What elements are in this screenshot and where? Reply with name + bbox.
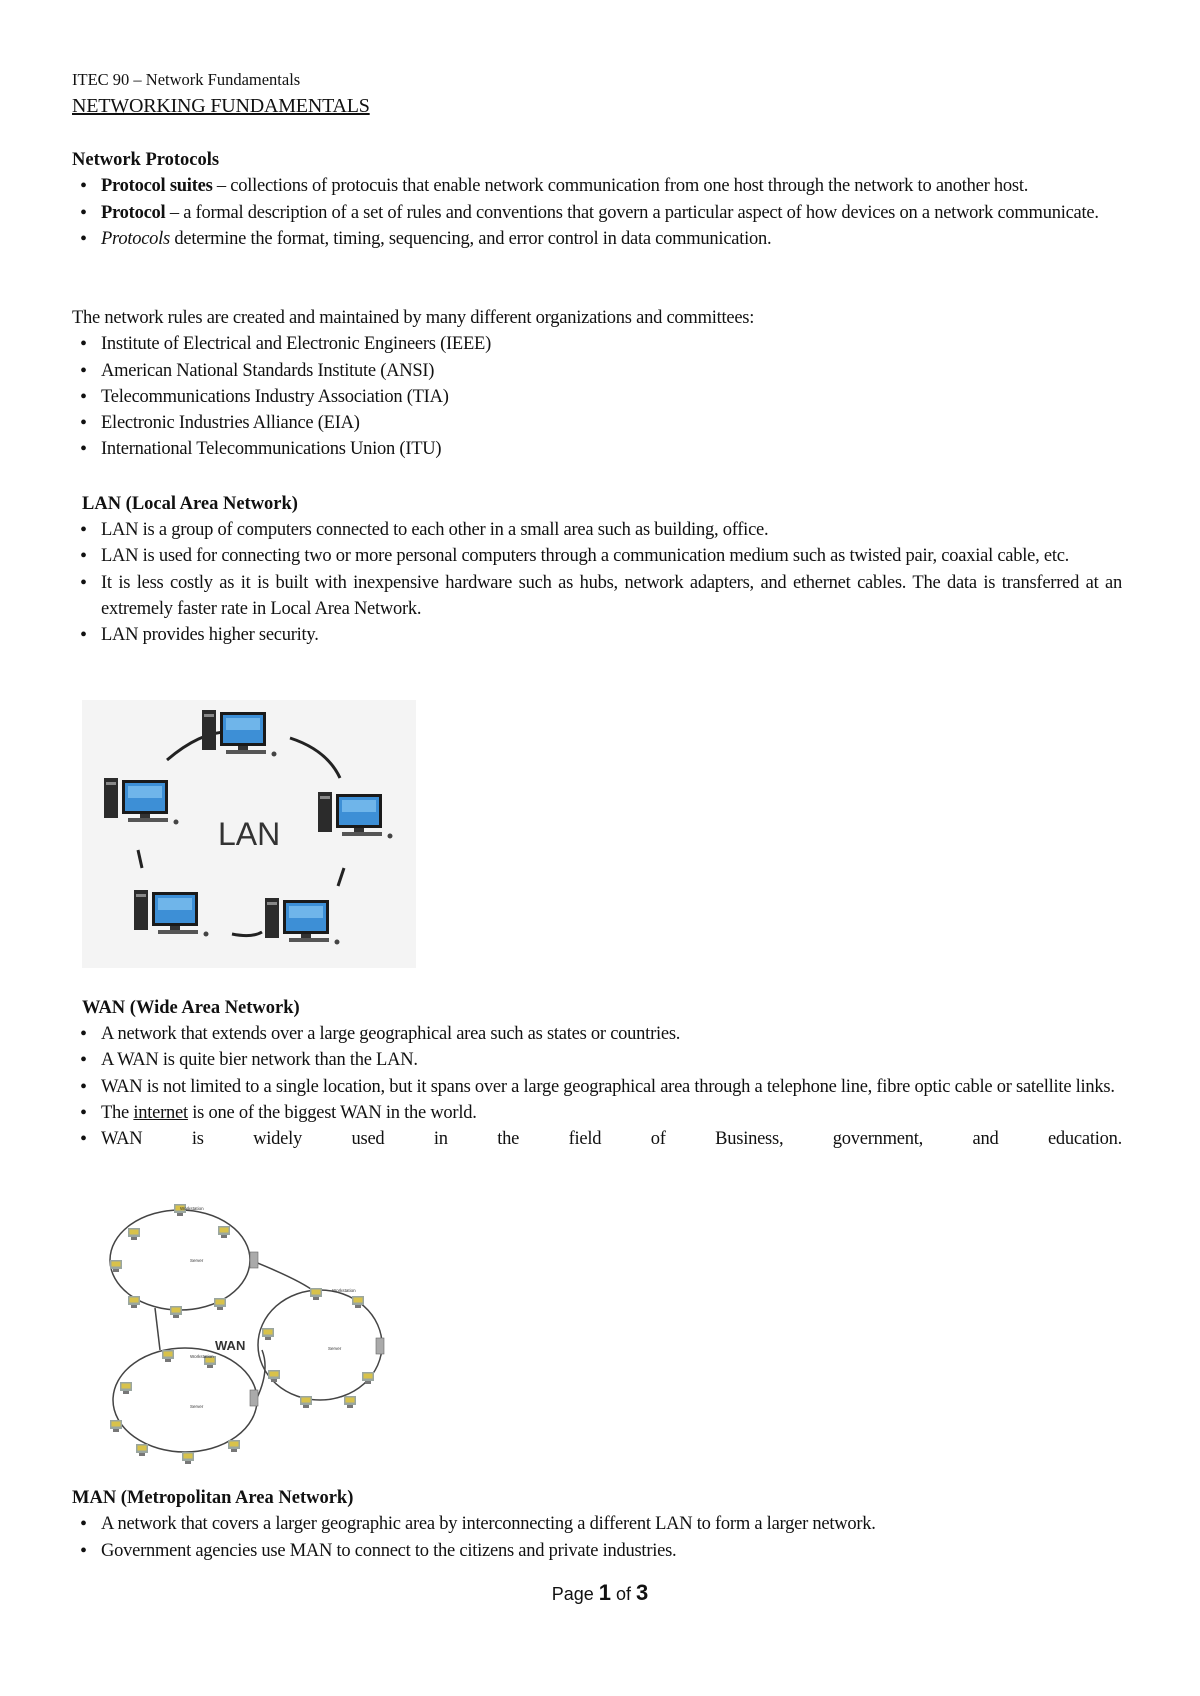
wan-section [82, 995, 1122, 1021]
list-item: • It is less costly as it is built with inexpensive hardware such as hubs, network adapters, and ethernet cables. The data is transferred at an extremely faster rate in Local Area Network. [72, 570, 1122, 623]
workstation-label: Workstation [190, 1354, 214, 1359]
list-item: • Government agencies use MAN to connect to the citizens and private industries. [72, 1538, 1122, 1564]
lan-diagram [82, 700, 416, 968]
lan-list-wrap [72, 517, 1122, 648]
server-label: Server [328, 1346, 342, 1351]
wan-diagram [100, 1200, 412, 1470]
wan-list-wrap [72, 1021, 1122, 1152]
wan-diagram-svg [100, 1200, 412, 1470]
organizations-intro: The network rules are created and maintained by many different organizations and committees: [72, 308, 755, 328]
current-page: 1 [598, 1580, 611, 1605]
list-item [72, 173, 1122, 199]
man-heading: MAN (Metropolitan Area Network) [72, 1488, 354, 1508]
list-item: • Electronic Industries Alliance (EIA) [72, 410, 1122, 436]
lan-section [82, 491, 1122, 517]
wan-heading: WAN (Wide Area Network) [82, 998, 300, 1018]
list-item: • A network that extends over a large geographical area such as states or countries. [72, 1021, 1122, 1047]
list-item: • LAN is used for connecting two or more personal computers through a communication medium such as twisted pair, coaxial cable, etc. [72, 543, 1122, 569]
lan-figure-label: LAN [218, 816, 281, 852]
page-title: NETWORKING FUNDAMENTALS [72, 95, 370, 117]
computer-icon [134, 890, 209, 937]
list-item: • Telecommunications Industry Association (TIA) [72, 384, 1122, 410]
lan-list [72, 517, 1122, 648]
internet-link[interactable]: internet [133, 1102, 188, 1123]
lan-diagram-svg [82, 700, 416, 968]
text: is one of the biggest WAN in the world. [187, 1102, 477, 1123]
course-header: ITEC 90 – Network Fundamentals [72, 70, 301, 89]
definition: – collections of protocuis that enable network communication from one host through the network to another host. [212, 176, 1029, 197]
list-item: • LAN provides higher security. [72, 622, 1122, 648]
definition: determine the format, timing, sequencing, and error control in data communication. [170, 228, 772, 249]
computer-icon [318, 792, 393, 839]
page-footer [0, 1580, 1200, 1606]
server-label: Server [190, 1258, 204, 1263]
term: Protocols [101, 228, 171, 249]
term: Protocol suites [101, 176, 213, 197]
protocols-list [72, 173, 1122, 252]
total-pages: 3 [636, 1580, 649, 1605]
list-item: • American National Standards Institute (ANSI) [72, 358, 1122, 384]
list-item: • Institute of Electrical and Electronic Engineers (IEEE) [72, 331, 1122, 357]
list-item: • LAN is a group of computers connected to each other in a small area such as building, office. [72, 517, 1122, 543]
organizations-section [72, 305, 1122, 463]
term: Protocol [101, 202, 166, 223]
definition: – a formal description of a set of rules and conventions that govern a particular aspect of how devices on a network communicate. [165, 202, 1099, 223]
server-label: Server [190, 1404, 204, 1409]
list-item: • WAN is not limited to a single location, but it spans over a large geographical area through a telephone line, fibre optic cable or satellite links. [72, 1074, 1122, 1100]
list-item [72, 1100, 1122, 1126]
protocols-heading: Network Protocols [72, 150, 220, 170]
list-item: • A WAN is quite bier network than the LAN. [72, 1047, 1122, 1073]
of-word: of [616, 1584, 632, 1604]
page-word: Page [551, 1584, 594, 1604]
list-item [72, 226, 1122, 252]
computer-icon [265, 898, 340, 945]
wan-list [72, 1021, 1122, 1152]
list-item [72, 200, 1122, 226]
list-item: • International Telecommunications Union (ITU) [72, 436, 1122, 462]
list-item: • A network that covers a larger geographic area by interconnecting a different LAN to form a larger network. [72, 1511, 1122, 1537]
workstation-label: Workstation [180, 1206, 204, 1211]
man-list [72, 1511, 1122, 1564]
man-section [72, 1485, 1122, 1564]
protocols-section [72, 147, 1122, 252]
text: The [101, 1102, 134, 1123]
computer-icon [104, 778, 179, 825]
organizations-list [72, 331, 1122, 462]
wan-figure-label: WAN [215, 1338, 246, 1353]
computer-icon [202, 710, 277, 757]
list-item: • WAN is widely used in the field of Business, government, and education. [72, 1126, 1122, 1152]
lan-heading: LAN (Local Area Network) [82, 494, 298, 514]
workstation-label: Workstation [332, 1288, 356, 1293]
